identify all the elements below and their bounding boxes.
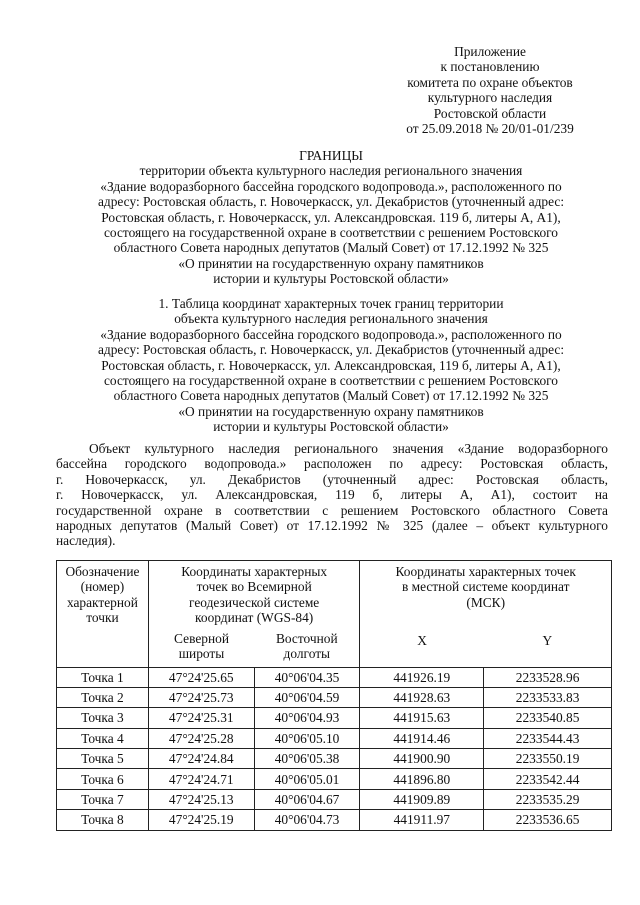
- cell-east: 40°06'05.10: [254, 728, 360, 748]
- cell-x: 441900.90: [360, 749, 484, 769]
- cell-north: 47°24'25.28: [148, 728, 254, 748]
- header-line: геодезической системе: [189, 594, 320, 610]
- table-heading-line: состоящего на государственной охране в соответствии с решением Ростовского: [103, 373, 559, 389]
- header-line: характерной: [66, 594, 138, 610]
- table-heading-line: «Здание водоразборного бассейна городского водопровода.», расположенного по: [100, 326, 562, 342]
- table-row: [57, 789, 612, 809]
- header-east-longitude: [254, 631, 360, 668]
- header-north-latitude: [148, 631, 254, 668]
- header-line: координат (WGS-84): [195, 610, 314, 626]
- title-line: «О принятии на государственную охрану памятников: [178, 255, 484, 271]
- header-line: Обозначение: [65, 564, 140, 579]
- header-line: точки: [86, 610, 119, 626]
- header-msk: [360, 561, 612, 631]
- paragraph-line: бассейна городского водопровода.» расположен по адресу: Ростовская область,: [56, 456, 608, 472]
- table-row: [57, 728, 612, 748]
- title-line: адресу: Ростовская область, г. Новочеркасск, ул. Декабристов (уточненный адрес:: [97, 194, 565, 210]
- cell-north: 47°24'25.73: [148, 687, 254, 707]
- table-heading-line: «О принятии на государственную охрану памятников: [178, 403, 484, 419]
- cell-east: 40°06'04.73: [254, 810, 360, 830]
- header-x: [360, 631, 484, 668]
- cell-point: Точка 2: [57, 687, 149, 707]
- cell-east: 40°06'04.35: [254, 667, 360, 687]
- cell-point: Точка 4: [57, 728, 149, 748]
- cell-east: 40°06'04.67: [254, 789, 360, 809]
- cell-point: Точка 8: [57, 810, 149, 830]
- cell-north: 47°24'24.84: [148, 749, 254, 769]
- cell-y: 2233550.19: [484, 749, 612, 769]
- table-heading-line: 1. Таблица координат характерных точек границ территории: [158, 296, 504, 311]
- cell-point: Точка 5: [57, 749, 149, 769]
- header-line: Восточной: [275, 630, 338, 646]
- cell-y: 2233544.43: [484, 728, 612, 748]
- title-line: истории и культуры Ростовской области»: [213, 271, 449, 287]
- cell-east: 40°06'05.38: [254, 749, 360, 769]
- table-heading-line: объекта культурного наследия регионального значения: [174, 311, 488, 327]
- table-heading-line: истории и культуры Ростовской области»: [213, 419, 449, 435]
- cell-y: 2233542.44: [484, 769, 612, 789]
- appendix-line: к постановлению: [440, 59, 540, 75]
- cell-point: Точка 6: [57, 769, 149, 789]
- header-point-designation: [57, 561, 149, 668]
- table-heading-line: адресу: Ростовская область, г. Новочеркасск, ул. Декабристов (уточненный адрес:: [97, 342, 565, 358]
- title-line: состоящего на государственной охране в соответствии с решением Ростовского: [103, 225, 559, 241]
- appendix-line: Приложение: [454, 44, 526, 59]
- cell-point: Точка 3: [57, 708, 149, 728]
- cell-x: 441914.46: [360, 728, 484, 748]
- table-row: [57, 810, 612, 830]
- cell-point: Точка 1: [57, 667, 149, 687]
- paragraph-line: наследия).: [56, 533, 116, 549]
- appendix-line: Ростовской области: [433, 105, 547, 121]
- header-line: Y: [542, 632, 553, 648]
- header-line: (номер): [80, 579, 125, 595]
- title-block: [56, 148, 606, 287]
- table-heading-line: областного Совета народных депутатов (Малый Совет) от 17.12.1992 № 325: [113, 388, 549, 404]
- paragraph-line: г. Новочеркасск, ул. Декабристов (уточненный адрес: Ростовская область,: [56, 471, 608, 487]
- header-y: [484, 631, 612, 668]
- table-row: [57, 708, 612, 728]
- cell-y: 2233536.65: [484, 810, 612, 830]
- cell-north: 47°24'25.65: [148, 667, 254, 687]
- coordinates-table: [56, 560, 612, 831]
- table-row: [57, 687, 612, 707]
- cell-north: 47°24'25.13: [148, 789, 254, 809]
- appendix-line: от 25.09.2018 № 20/01-01/239: [406, 121, 574, 137]
- paragraph-line: Объект культурного наследия регионального значения «Здание водоразборного: [89, 441, 608, 456]
- header-line: (МСК): [466, 594, 506, 610]
- table-row: [57, 749, 612, 769]
- header-line: X: [417, 632, 427, 648]
- cell-y: 2233533.83: [484, 687, 612, 707]
- page-title: ГРАНИЦЫ: [299, 148, 363, 163]
- cell-east: 40°06'04.59: [254, 687, 360, 707]
- table-row: [57, 769, 612, 789]
- header-line: долготы: [283, 645, 331, 661]
- title-line: «Здание водоразборного бассейна городского водопровода.», расположенного по: [100, 178, 562, 194]
- cell-y: 2233540.85: [484, 708, 612, 728]
- table-row: [57, 667, 612, 687]
- table-heading-line: Ростовская область, г. Новочеркасск, ул. Александровская, 119 б, литеры А, А1),: [101, 357, 561, 373]
- cell-east: 40°06'05.01: [254, 769, 360, 789]
- cell-x: 441896.80: [360, 769, 484, 789]
- cell-x: 441926.19: [360, 667, 484, 687]
- paragraph-line: г. Новочеркасск, ул. Александровская, 119 б, литеры А, А1), состоит на: [56, 487, 608, 503]
- header-line: точек во Всемирной: [196, 579, 312, 595]
- header-line: в местной системе координат: [401, 579, 570, 595]
- table-heading: [56, 296, 606, 435]
- header-line: Координаты характерных точек: [395, 564, 576, 579]
- cell-x: 441915.63: [360, 708, 484, 728]
- header-line: Координаты характерных: [181, 564, 328, 579]
- description-paragraph: [56, 441, 608, 549]
- title-line: Ростовская область, г. Новочеркасск, ул. Александровская. 119 б, литеры А, А1),: [101, 209, 561, 225]
- paragraph-line: народных депутатов (Малый Совет) от 17.12.1992 № 325 (далее – объект культурного: [56, 517, 608, 533]
- appendix-line: культурного наследия: [427, 90, 553, 106]
- cell-north: 47°24'25.19: [148, 810, 254, 830]
- appendix-line: комитета по охране объектов: [407, 74, 573, 90]
- cell-point: Точка 7: [57, 789, 149, 809]
- cell-x: 441911.97: [360, 810, 484, 830]
- cell-east: 40°06'04.93: [254, 708, 360, 728]
- cell-y: 2233535.29: [484, 789, 612, 809]
- header-line: широты: [178, 645, 225, 661]
- header-wgs84: [148, 561, 360, 631]
- title-line: областного Совета народных депутатов (Малый Совет) от 17.12.1992 № 325: [113, 240, 549, 256]
- cell-y: 2233528.96: [484, 667, 612, 687]
- title-line: территории объекта культурного наследия регионального значения: [139, 163, 523, 179]
- cell-north: 47°24'25.31: [148, 708, 254, 728]
- paragraph-line: государственной охране в соответствии с решением Ростовского областного Совета: [56, 502, 608, 518]
- appendix-block: [380, 44, 600, 136]
- cell-x: 441909.89: [360, 789, 484, 809]
- cell-x: 441928.63: [360, 687, 484, 707]
- cell-north: 47°24'24.71: [148, 769, 254, 789]
- header-line: Северной: [174, 630, 229, 646]
